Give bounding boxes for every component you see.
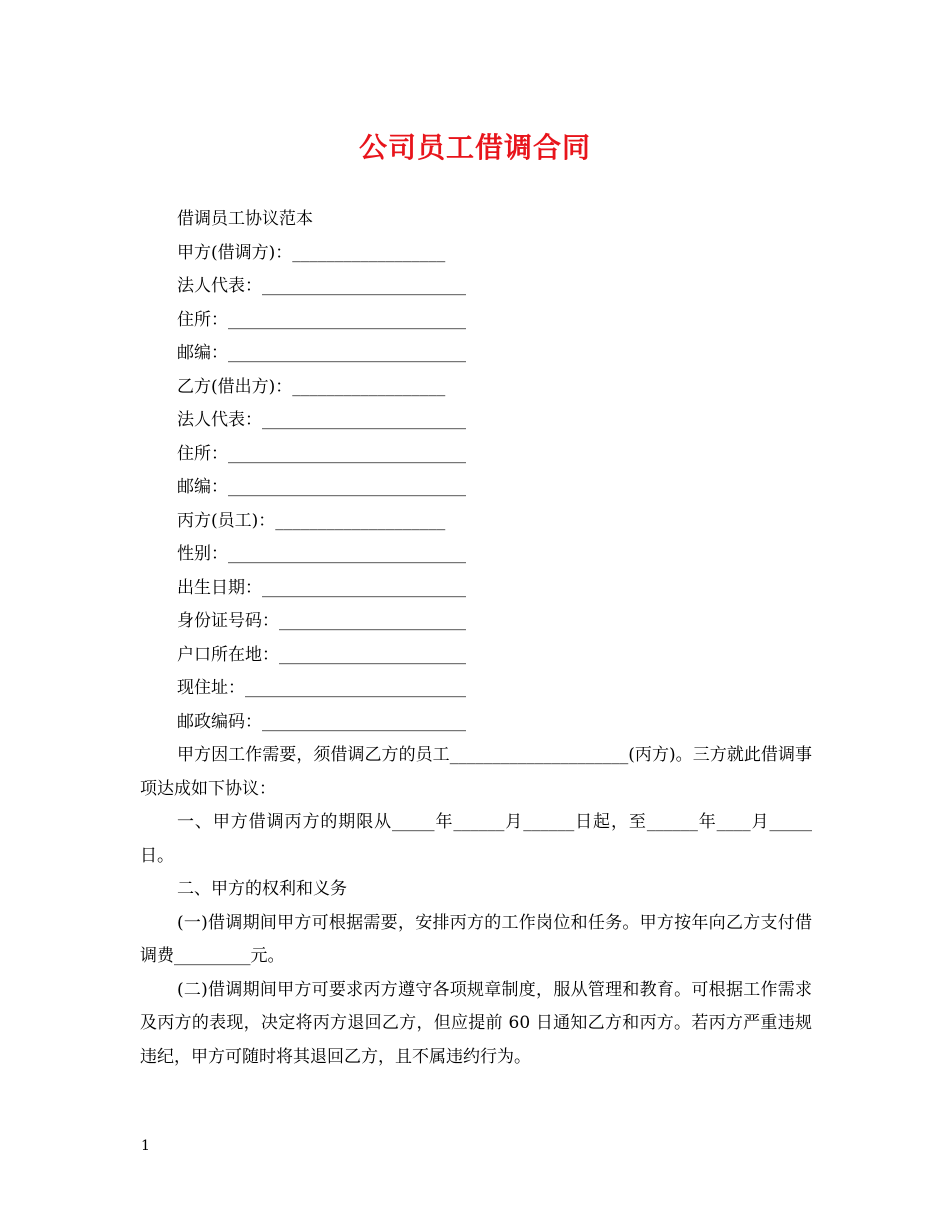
document-title: 公司员工借调合同 bbox=[358, 131, 591, 164]
document-body bbox=[140, 203, 812, 1074]
paragraph-term: 一、甲方借调丙方的期限从_____年______月______日起，至______年____月_____日。 bbox=[140, 812, 812, 866]
party-a-legal-rep-line: 法人代表：________________________ bbox=[177, 276, 466, 296]
household-registration-line: 户口所在地：______________________ bbox=[177, 644, 466, 665]
paragraph-clause-one: (一)借调期间甲方可根据需要，安排丙方的工作岗位和任务。甲方按年向乙方支付借调费_________元。 bbox=[140, 912, 812, 966]
party-a-line: 甲方(借调方)：__________________ bbox=[177, 242, 446, 263]
party-c-line: 丙方(员工)：____________________ bbox=[177, 510, 446, 531]
party-a-postcode-line: 邮编：____________________________ bbox=[177, 343, 466, 363]
paragraph-clause-two: (二)借调期间甲方可要求丙方遵守各项规章制度，服从管理和教育。可根据工作需求及丙方的表现，决定将丙方退回乙方，但应提前 60 日通知乙方和丙方。若丙方严重违规违纪，甲方可随时将其退回乙方，且不属违约行为。 bbox=[140, 979, 812, 1067]
party-b-line: 乙方(借出方)：__________________ bbox=[177, 376, 446, 397]
birth-date-line: 出生日期：________________________ bbox=[177, 577, 466, 598]
party-b-legal-rep-line: 法人代表：________________________ bbox=[177, 410, 466, 430]
party-b-address-line: 住所：____________________________ bbox=[177, 443, 466, 464]
current-address-line: 现住址：__________________________ bbox=[177, 678, 466, 698]
postal-code-line: 邮政编码：________________________ bbox=[177, 711, 466, 732]
paragraph-section-two-heading: 二、甲方的权利和义务 bbox=[177, 879, 347, 899]
gender-line: 性别：____________________________ bbox=[177, 544, 466, 564]
party-b-postcode-line: 邮编：____________________________ bbox=[177, 477, 466, 497]
paragraph-intro: 甲方因工作需要，须借调乙方的员工_____________________(丙方)。三方就此借调事项达成如下协议： bbox=[140, 745, 812, 799]
party-a-address-line: 住所：____________________________ bbox=[177, 309, 466, 330]
subtitle-line: 借调员工协议范本 bbox=[177, 209, 313, 229]
id-number-line: 身份证号码：______________________ bbox=[177, 611, 466, 631]
page-number: 1 bbox=[141, 1138, 150, 1154]
